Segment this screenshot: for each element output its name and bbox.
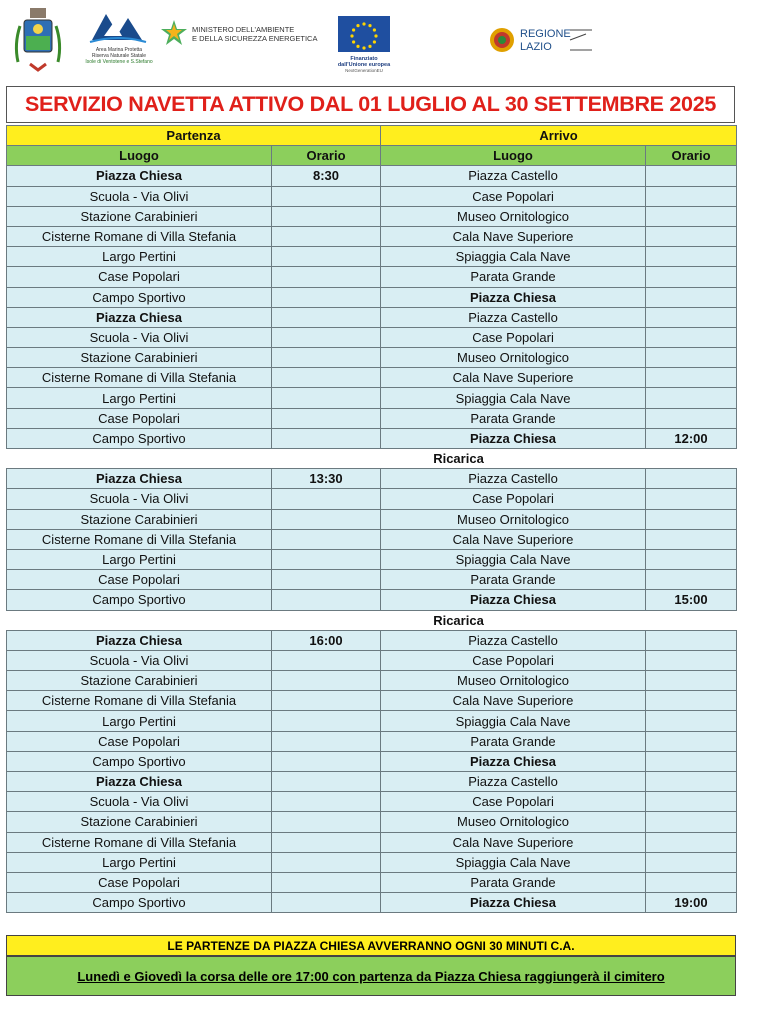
arrival-place: Piazza Chiesa <box>381 428 646 448</box>
arrival-place: Piazza Castello <box>381 630 646 650</box>
arrival-place: Spiaggia Cala Nave <box>381 711 646 731</box>
arrival-place: Case Popolari <box>381 792 646 812</box>
arrival-time <box>646 691 737 711</box>
table-row <box>7 893 737 913</box>
arrival-time <box>646 348 737 368</box>
arrival-place: Piazza Chiesa <box>381 893 646 913</box>
eu-line-2: dall'Unione europea <box>337 62 391 68</box>
arrival-time <box>646 549 737 569</box>
arrival-time <box>646 671 737 691</box>
departure-time <box>272 650 381 670</box>
departure-time <box>272 832 381 852</box>
footer-cemetery-note: Lunedì e Giovedì la corsa delle ore 17:00 con partenza da Piazza Chiesa raggiungerà il cimitero <box>6 956 736 996</box>
departure-time <box>272 348 381 368</box>
table-row <box>7 267 737 287</box>
arrival-place: Parata Grande <box>381 267 646 287</box>
arrival-time <box>646 509 737 529</box>
table-row <box>7 166 737 186</box>
departure-time <box>272 570 381 590</box>
logos-bar <box>0 0 759 82</box>
table-row <box>7 388 737 408</box>
eu-line-1: Finanziato <box>350 56 378 62</box>
departure-place: Campo Sportivo <box>7 751 272 771</box>
arrival-time <box>646 287 737 307</box>
arrival-time <box>646 327 737 347</box>
departure-place: Scuola - Via Olivi <box>7 792 272 812</box>
table-row <box>7 529 737 549</box>
departure-time <box>272 388 381 408</box>
ricarica-label: Ricarica <box>272 610 646 630</box>
table-row <box>7 287 737 307</box>
departure-time <box>272 893 381 913</box>
arrival-place: Spiaggia Cala Nave <box>381 388 646 408</box>
departure-place: Largo Pertini <box>7 852 272 872</box>
table-row <box>7 650 737 670</box>
table-row <box>7 570 737 590</box>
table-row <box>7 852 737 872</box>
eu-flag-logo <box>332 14 396 78</box>
departure-time <box>272 186 381 206</box>
arrival-place: Museo Ornitologico <box>381 671 646 691</box>
arrival-time <box>646 529 737 549</box>
departure-place: Piazza Chiesa <box>7 630 272 650</box>
departure-time <box>272 206 381 226</box>
arrival-place: Spiaggia Cala Nave <box>381 549 646 569</box>
arrival-time <box>646 368 737 388</box>
dep-orario-header: Orario <box>272 146 381 166</box>
arrival-place: Case Popolari <box>381 489 646 509</box>
departure-time <box>272 287 381 307</box>
departure-time <box>272 711 381 731</box>
table-row <box>7 751 737 771</box>
page-title: SERVIZIO NAVETTA ATTIVO DAL 01 LUGLIO AL 30 SETTEMBRE 2025 <box>24 92 717 116</box>
table-row <box>7 307 737 327</box>
departure-time <box>272 691 381 711</box>
arrival-place: Museo Ornitologico <box>381 348 646 368</box>
departure-time <box>272 812 381 832</box>
table-row <box>7 469 737 489</box>
departure-place: Scuola - Via Olivi <box>7 650 272 670</box>
departure-place: Case Popolari <box>7 408 272 428</box>
arrival-time <box>646 247 737 267</box>
table-row <box>7 630 737 650</box>
table-row <box>7 327 737 347</box>
table-row <box>7 711 737 731</box>
amp-line-1: Area Marina Protetta <box>95 47 143 53</box>
departure-place: Cisterne Romane di Villa Stefania <box>7 226 272 246</box>
arrival-time <box>646 792 737 812</box>
table-row <box>7 772 737 792</box>
departure-place: Largo Pertini <box>7 388 272 408</box>
ricarica-spacer <box>7 610 272 630</box>
arrival-place: Museo Ornitologico <box>381 206 646 226</box>
table-row <box>7 590 737 610</box>
table-row <box>7 792 737 812</box>
amp-line-2: Riserva Naturale Statale <box>91 53 147 59</box>
table-row <box>7 509 737 529</box>
departure-time <box>272 267 381 287</box>
arrival-place: Spiaggia Cala Nave <box>381 852 646 872</box>
table-row <box>7 812 737 832</box>
arrival-time <box>646 650 737 670</box>
arrival-place: Parata Grande <box>381 570 646 590</box>
footer-frequency-note: LE PARTENZE DA PIAZZA CHIESA AVVERRANNO OGNI 30 MINUTI C.A. <box>6 935 736 956</box>
eu-line-3: NextGenerationEU <box>345 68 383 73</box>
departure-place: Piazza Chiesa <box>7 469 272 489</box>
departure-time: 16:00 <box>272 630 381 650</box>
arrival-time <box>646 832 737 852</box>
arrival-place: Piazza Castello <box>381 307 646 327</box>
departure-time <box>272 247 381 267</box>
departure-place: Campo Sportivo <box>7 428 272 448</box>
arrival-time <box>646 408 737 428</box>
departure-place: Campo Sportivo <box>7 893 272 913</box>
departure-time <box>272 307 381 327</box>
amp-line-3: Isole di Ventotene e S.Stefano <box>85 59 153 65</box>
departure-time <box>272 731 381 751</box>
arrival-time <box>646 570 737 590</box>
table-row <box>7 348 737 368</box>
arr-orario-header: Orario <box>646 146 737 166</box>
table-row <box>7 226 737 246</box>
departure-place: Case Popolari <box>7 570 272 590</box>
partenza-header: Partenza <box>7 126 381 146</box>
departure-place: Piazza Chiesa <box>7 166 272 186</box>
departure-time <box>272 751 381 771</box>
departure-place: Campo Sportivo <box>7 590 272 610</box>
departure-place: Campo Sportivo <box>7 287 272 307</box>
departure-time <box>272 772 381 792</box>
departure-time <box>272 327 381 347</box>
ricarica-spacer <box>646 449 737 469</box>
arrival-place: Cala Nave Superiore <box>381 368 646 388</box>
arrival-time <box>646 772 737 792</box>
departure-time <box>272 872 381 892</box>
amp-logo <box>84 10 154 66</box>
arrival-time <box>646 388 737 408</box>
departure-place: Stazione Carabinieri <box>7 671 272 691</box>
table-row <box>7 368 737 388</box>
arrival-time <box>646 307 737 327</box>
departure-place: Largo Pertini <box>7 247 272 267</box>
arrival-place: Case Popolari <box>381 327 646 347</box>
arrivo-header: Arrivo <box>381 126 737 146</box>
arrival-time <box>646 226 737 246</box>
arrival-place: Spiaggia Cala Nave <box>381 247 646 267</box>
departure-time <box>272 529 381 549</box>
title-box <box>6 86 735 123</box>
arrival-place: Piazza Chiesa <box>381 287 646 307</box>
comune-crest-logo <box>10 4 66 76</box>
departure-time: 8:30 <box>272 166 381 186</box>
departure-place: Largo Pertini <box>7 711 272 731</box>
departure-place: Scuola - Via Olivi <box>7 186 272 206</box>
departure-place: Case Popolari <box>7 731 272 751</box>
arrival-time <box>646 731 737 751</box>
departure-place: Scuola - Via Olivi <box>7 489 272 509</box>
departure-time <box>272 590 381 610</box>
arrival-time <box>646 186 737 206</box>
departure-place: Cisterne Romane di Villa Stefania <box>7 832 272 852</box>
arrival-time <box>646 630 737 650</box>
arrival-place: Parata Grande <box>381 872 646 892</box>
departure-place: Cisterne Romane di Villa Stefania <box>7 691 272 711</box>
table-row <box>7 186 737 206</box>
departure-time <box>272 852 381 872</box>
departure-place: Piazza Chiesa <box>7 772 272 792</box>
arrival-place: Piazza Chiesa <box>381 590 646 610</box>
departure-place: Cisterne Romane di Villa Stefania <box>7 529 272 549</box>
arrival-place: Piazza Castello <box>381 469 646 489</box>
departure-place: Case Popolari <box>7 267 272 287</box>
departure-place: Piazza Chiesa <box>7 307 272 327</box>
arrival-place: Cala Nave Superiore <box>381 691 646 711</box>
arrival-place: Cala Nave Superiore <box>381 226 646 246</box>
arrival-time: 12:00 <box>646 428 737 448</box>
arrival-place: Piazza Chiesa <box>381 751 646 771</box>
arrival-time <box>646 206 737 226</box>
arrival-place: Piazza Castello <box>381 772 646 792</box>
arrival-time: 19:00 <box>646 893 737 913</box>
arrival-time <box>646 489 737 509</box>
departure-place: Largo Pertini <box>7 549 272 569</box>
departure-time <box>272 226 381 246</box>
arrival-place: Cala Nave Superiore <box>381 832 646 852</box>
regione-lazio-logo <box>486 22 598 58</box>
departure-place: Scuola - Via Olivi <box>7 327 272 347</box>
table-row <box>7 408 737 428</box>
departure-time <box>272 428 381 448</box>
departure-time <box>272 408 381 428</box>
table-row <box>7 247 737 267</box>
ministero-line-2: E DELLA SICUREZZA ENERGETICA <box>192 34 318 43</box>
departure-place: Stazione Carabinieri <box>7 206 272 226</box>
table-row <box>7 872 737 892</box>
arrival-time <box>646 711 737 731</box>
departure-time <box>272 549 381 569</box>
table-row <box>7 832 737 852</box>
departure-place: Case Popolari <box>7 872 272 892</box>
table-row <box>7 489 737 509</box>
arrival-time <box>646 852 737 872</box>
arrival-time <box>646 166 737 186</box>
ricarica-spacer <box>7 449 272 469</box>
arrival-time <box>646 812 737 832</box>
arrival-time <box>646 469 737 489</box>
arrival-place: Parata Grande <box>381 408 646 428</box>
arrival-place: Museo Ornitologico <box>381 812 646 832</box>
departure-time: 13:30 <box>272 469 381 489</box>
arrival-time <box>646 267 737 287</box>
table-row <box>7 731 737 751</box>
arrival-place: Parata Grande <box>381 731 646 751</box>
schedule-table <box>6 125 737 913</box>
arrival-place: Piazza Castello <box>381 166 646 186</box>
departure-place: Stazione Carabinieri <box>7 348 272 368</box>
header-row-sections <box>7 126 737 146</box>
departure-time <box>272 792 381 812</box>
departure-time <box>272 671 381 691</box>
header-row-columns <box>7 146 737 166</box>
table-row <box>7 549 737 569</box>
arrival-time <box>646 751 737 771</box>
departure-place: Stazione Carabinieri <box>7 812 272 832</box>
departure-time <box>272 509 381 529</box>
ricarica-row <box>7 449 737 469</box>
arr-luogo-header: Luogo <box>381 146 646 166</box>
dep-luogo-header: Luogo <box>7 146 272 166</box>
arrival-time <box>646 872 737 892</box>
arrival-place: Museo Ornitologico <box>381 509 646 529</box>
table-row <box>7 671 737 691</box>
departure-time <box>272 368 381 388</box>
arrival-place: Case Popolari <box>381 650 646 670</box>
table-row <box>7 428 737 448</box>
arrival-place: Cala Nave Superiore <box>381 529 646 549</box>
ricarica-label: Ricarica <box>272 449 646 469</box>
table-row <box>7 691 737 711</box>
regione-line-2: LAZIO <box>520 41 552 53</box>
table-row <box>7 206 737 226</box>
ricarica-row <box>7 610 737 630</box>
arrival-place: Case Popolari <box>381 186 646 206</box>
ricarica-spacer <box>646 610 737 630</box>
arrival-time: 15:00 <box>646 590 737 610</box>
ministero-line-1: MINISTERO DELL'AMBIENTE <box>192 25 295 34</box>
regione-line-1: REGIONE <box>520 28 571 40</box>
departure-place: Stazione Carabinieri <box>7 509 272 529</box>
ministero-logo <box>160 18 320 52</box>
departure-place: Cisterne Romane di Villa Stefania <box>7 368 272 388</box>
departure-time <box>272 489 381 509</box>
